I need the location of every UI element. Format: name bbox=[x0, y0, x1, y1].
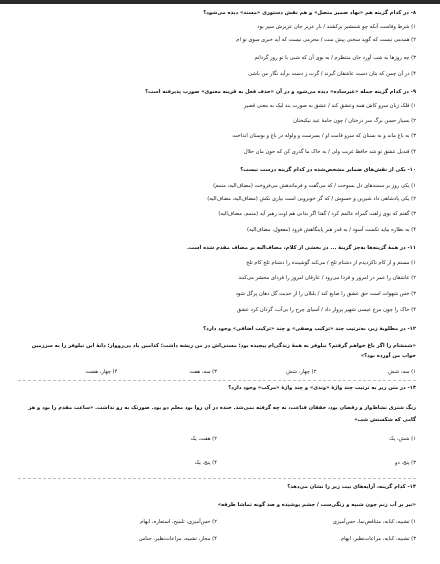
question-12-passage: «شمشام را اگر باغ خواهم گرفتم؟ نیلوفر به همهٔ زندگی‌ام پیچیده بود؛ مستی‌اش در من ریشه داشت؛ کدامین باد پی‌رووار؛ دانهٔ این نیلوفر را به سرزمین خواب من آورده بود؟» bbox=[31, 343, 416, 359]
separator bbox=[18, 380, 416, 381]
question-8-option-3[interactable]: ۳) چه روزها به شب آورد جان منتظرم / به بوی آن که شبی با تو روز گردانم bbox=[254, 55, 416, 61]
question-12: ۱۲- در مطلوبهٔ زیر، به‌ترتیب چند «ترکیب وصفی» و چند «ترکیب اضافی» وجود دارد؟ bbox=[203, 326, 416, 332]
question-11-option-1[interactable]: ۱) مستم و از کام تاکردیدم از دشنام تلخ / می‌کند گوشینده را دشنام تلخ کام تلخ bbox=[246, 260, 416, 266]
question-13-passage: زنگ شتری نشاط‌وار و رقصان بود، خفقان قناعت، نه چه گرفته نمی‌شد. خنده در آن روا بود معلم دو بود. صورتک به رو نداشت. «ساعت مقدم را بود و هر گامی که شکستش شب» bbox=[28, 405, 416, 423]
question-14: ۱۴- کدام گزینه، آرایه‌های بیت زیر را نشان می‌دهد؟ bbox=[287, 484, 416, 490]
question-13-option-2[interactable]: ۲) هفت، یک bbox=[190, 436, 217, 442]
question-10-option-3[interactable]: ۳) گفتم که بوی زلفت گمراه عالمم کرد / گفتا اگر بدانی هم اوت رهبر آید (متمم، مضاف‌الیه) bbox=[218, 211, 416, 217]
question-13-options-row-2 bbox=[18, 461, 416, 466]
question-8-option-2[interactable]: ۲) همدمی نیست که گوید سخنی پیش منت / محرمی نیست که آید خبری سوی تو ام bbox=[236, 37, 416, 43]
question-9: ۹- در کدام گزینه جمله «غیرساده» دیده می‌شود و در آن «حذف فعل به قرینه معنوی» صورت پذیرفته است؟ bbox=[145, 89, 416, 95]
question-14-options-row-1 bbox=[18, 520, 416, 525]
question-14-option-3[interactable]: ۳) تشبیه، کنایه، مراعات‌نظیر، ایهام bbox=[340, 536, 416, 542]
question-8-option-4[interactable]: ۴) در آن چمن که بتان دست عاشقان گیرند / گرت ز دست برآید نگار من باشی bbox=[248, 71, 416, 77]
question-13-option-3[interactable]: ۳) پنج، دو bbox=[395, 460, 416, 466]
question-12-option-1[interactable]: ۱) سه، شش bbox=[388, 369, 416, 375]
question-9-option-1[interactable]: ۱) فلک زبان سرو کاش همه وعشق کند / عشق به صورت بند لیک به معنی قصیر bbox=[243, 103, 416, 109]
question-10-option-2[interactable]: ۲) یکی پادشاهی داد شیرین و خسوش / که گر خوبرویی است بیاری بکش (مضاف‌الیه، مضاف‌الیه) bbox=[207, 196, 416, 202]
question-11-option-4[interactable]: ۴) خاک را چون مرغ عیسی شهپر پرواز داد / آسیای چرخ را بی‌آب، گردان کرد عشق bbox=[236, 307, 416, 313]
question-12-options bbox=[18, 370, 416, 375]
question-13-options-row-1 bbox=[18, 437, 416, 442]
question-12-option-3[interactable]: ۳) سه، هفت bbox=[189, 369, 217, 375]
question-13-option-1[interactable]: ۱) شش، یک bbox=[389, 436, 416, 442]
question-13: ۱۳- در متن زیر به ترتیب چند واژهٔ «وندی» و چند واژهٔ «مرکب» وجود دارد؟ bbox=[228, 385, 416, 391]
question-11-option-2[interactable]: ۲) عاشقان را عمر در امروز و فردا می‌رود / عارفان امروز را فردای محشر می‌کنند bbox=[238, 275, 416, 281]
question-9-option-4[interactable]: ۴) قندیل عشق تو شد حافظ غریب ولی / به خاک ما گذری کن که خون مان حلال bbox=[243, 149, 416, 155]
question-13-option-4[interactable]: ۴) پنج، یک bbox=[194, 460, 217, 466]
question-10-option-1[interactable]: ۱) یکی روز بر سمندهای دل بسوخت / که می‌گفت و فرماندهش می‌فروخت (مضاف‌الیه، متمم) bbox=[213, 183, 416, 189]
question-8-option-1[interactable]: ۱) شرط وفاست آنکه چو شمشیر برکشند / بار عزیز جان عزیزش سپر بود bbox=[257, 24, 416, 30]
question-10-option-4[interactable]: ۴) به نظاره بیاید تکست آسود / به قدر هنر پاینگاهش فزود (مفعول، مضاف‌الیه) bbox=[246, 227, 416, 233]
question-12-option-4[interactable]: ۴) چهار، هشت bbox=[85, 369, 118, 375]
question-14-passage: «تیر بر آب زنم چون شبیه و زنگی‌ست / جشم پوشیده و صد گونه تماشا طرفه» bbox=[217, 502, 416, 508]
separator bbox=[18, 478, 416, 479]
question-14-option-1[interactable]: ۱) تشبیه، کنایه، متناقض‌نما، حس‌آمیزی bbox=[332, 519, 416, 525]
question-11: ۱۱- در همهٔ گزینه‌ها به‌جز گزینهٔ ... در بخشی از کلام، مضاف‌الیه بر مضاف مقدم شده است. bbox=[186, 245, 416, 251]
question-9-option-3[interactable]: ۳) به باغ ماند و به بستان که سرو قامت او / بسرست و ولوله در باغ و بوستان انداخت bbox=[232, 133, 416, 139]
question-10: ۱۰- یکی از نقش‌های ضمایر مشخص‌شده در کدام گزینه درست نیست؟ bbox=[240, 167, 416, 173]
question-14-options-row-2 bbox=[18, 537, 416, 542]
page-top-rule bbox=[0, 0, 440, 4]
question-14-option-2[interactable]: ۲) حس‌آمیزی، تلمیح، استعاره، ایهام bbox=[140, 519, 217, 525]
question-11-option-3[interactable]: ۳) خس شهوات است حق عشق را صایع کند / بلبلان را از حدیث گل دهان پرگل شود bbox=[235, 291, 416, 297]
question-8: ۸- در کدام گزینه هم «نهاد ضمیر متصل» و هم نقش دستوری «مسند» دیده می‌شود؟ bbox=[203, 10, 416, 16]
question-14-option-4[interactable]: ۴) مجاز، تشبیه، مراعات‌نظیر، جناس bbox=[138, 536, 217, 542]
question-9-option-2[interactable]: ۲) بسیار حسن برگ سر درختان / چون جامهٔ عید نیکبختان bbox=[293, 118, 416, 124]
question-12-option-2[interactable]: ۲) چهار، شش bbox=[286, 369, 317, 375]
